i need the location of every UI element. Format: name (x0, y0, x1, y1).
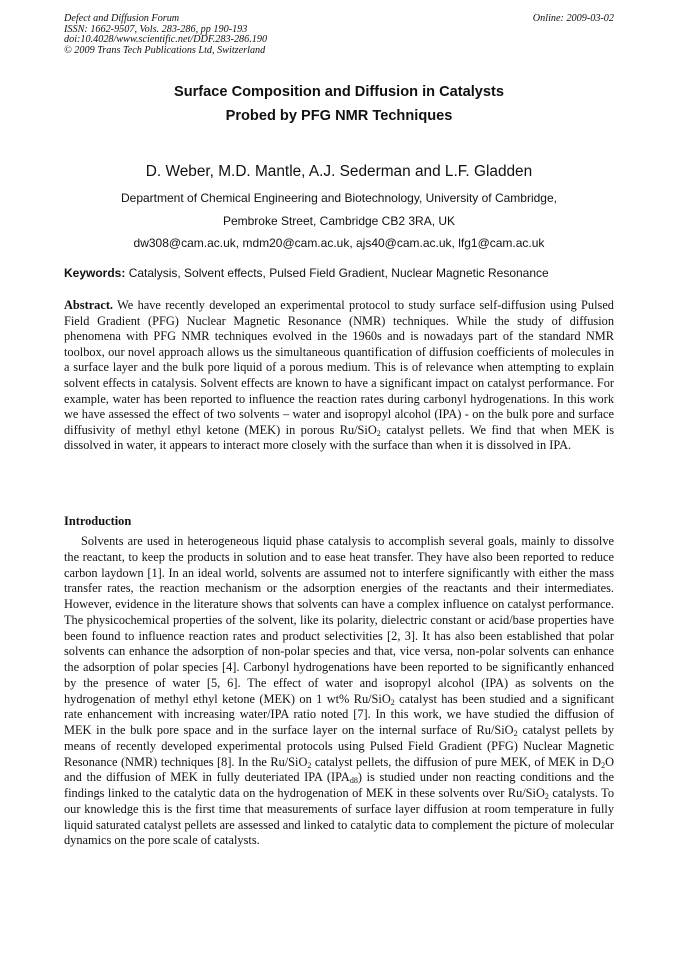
abstract-text-end: catalyst pellets. We find that when MEK is dissolved in water, it appears to interact more closely with the surface than when it is dissolved in IPA. (64, 422, 614, 453)
intro-text-6: ) is studied under non reacting conditions and the findings linked to the catalytic data on the hydrogenation of MEK in these solvents over Ru/SiO (64, 770, 614, 800)
online-date: Online: 2009-03-02 (532, 13, 614, 24)
affiliation-line-2: Pembroke Street, Cambridge CB2 3RA, UK (222, 213, 456, 228)
title-line-2: Probed by PFG NMR Techniques (225, 108, 453, 124)
subscript: 2 (513, 729, 518, 738)
issn-line: ISSN: 1662-9507, Vols. 283-286, pp 190-193 (64, 23, 248, 35)
introduction-heading: Introduction (64, 514, 132, 528)
subscript: 2 (544, 792, 549, 801)
intro-text-1: Solvents are used in heterogeneous liquid phase catalysis to accomplish several goals, mainly to dissolve the reactant, to keep the products in solution and to ease heat transfer. They have also been reported to reduce carbon laydown [1]. In an ideal world, solvents are assumed not to interfere significantly with either the mass transfer rates, the reaction mechanism or the adsorption energies of the reactants and their intermediates. However, evidence in the literature shows that solvents can have a complex influence on catalyst performance. The physicochemical properties of the solvent, like its polarity, dielectric constant or acid/base properties have been found to influence reaction rates and product selectivities [2, 3]. It has also been established that polar solvents can enhance the adsorption of non-polar species and that, vice versa, non-polar solvents can enhance the adsorption of polar species [4]. Carbonyl hydrogenations have been reported to be significantly enhanced by the presence of water [5, 6]. The effect of water and isopropyl alcohol (IPA) as solvents on the hydrogenation of methyl ethyl ketone (MEK) on 1 wt% Ru/SiO (64, 534, 614, 706)
author-list: D. Weber, M.D. Mantle, A.J. Sederman and L.F. Gladden (145, 163, 533, 180)
paper-title (64, 80, 614, 128)
journal-header (64, 14, 464, 56)
intro-text-5: O and the diffusion of MEK in fully deuteriated IPA (IPA (64, 754, 615, 785)
affiliation-line-1: Department of Chemical Engineering and Biotechnology, University of Cambridge, (120, 191, 557, 205)
keywords (64, 265, 614, 281)
journal-name: Defect and Diffusion Forum (64, 13, 180, 24)
intro-text-4: catalyst pellets, the diffusion of pure MEK, of MEK in D (311, 754, 602, 769)
doi-line: doi:10.4028/www.scientific.net/DDF.283-286.190 (64, 34, 268, 46)
intro-text-2: catalyst has been studied and a significant rate enhancement with increasing water/IPA ratio noted [7]. In this work, we have studied the diffusion of MEK in the bulk pore space and in the surface layer on the internal surface of Ru/SiO (64, 691, 615, 737)
keywords-label: Keywords: (64, 266, 126, 280)
subscript: 2 (601, 760, 606, 770)
subscript: 2 (307, 760, 312, 770)
subscript: 2 (376, 428, 381, 438)
keywords-text: Catalysis, Solvent effects, Pulsed Field Gradient, Nuclear Magnetic Resonance (128, 266, 549, 280)
copyright-line: © 2009 Trans Tech Publications Ltd, Switzerland (64, 44, 266, 56)
affiliation (64, 187, 614, 255)
intro-text-7: catalysts. To our knowledge this is the first time that measurements of surface layer diffusion at room temperature in fully liquid saturated catalyst pellets are assessed and linked to catalytic data to complement the picture of molecular dynamics on the pore scale of catalysts. (64, 786, 614, 848)
author-emails: dw308@cam.ac.uk, mdm20@cam.ac.uk, ajs40@cam.ac.uk, lfg1@cam.ac.uk (133, 236, 545, 250)
abstract-text: We have recently developed an experimental protocol to study surface self-diffusion using Pulsed Field Gradient (PFG) Nuclear Magnetic Resonance (NMR) techniques. While the study of diffusion phenomena with PFG NMR techniques evolved in the 1960s and is nowadays part of the standard NMR toolbox, our novel approach allows us the simultaneous quantification of diffusion coefficients of molecules in a surface layer and the bulk pore liquid of a porous medium. This is of relevance when attempting to explain solvent effects in catalysis. Solvent effects are known to have a significant impact on catalyst performance. For example, water has been reported to influence the reaction rates during carbonyl hydrogenations. In this work we have assessed the effect of two solvents – water and isopropyl alcohol (IPA) - on the bulk pore and surface diffusivity of methyl ethyl ketone (MEK) in porous Ru/SiO (64, 298, 614, 437)
title-line-1: Surface Composition and Diffusion in Catalysts (173, 84, 505, 100)
abstract (64, 298, 614, 454)
abstract-label: Abstract. (64, 298, 114, 312)
subscript: 2 (390, 697, 395, 707)
intro-text-3: catalyst pellets by means of recently developed experimental protocols using Pulsed Field Gradient (PFG) Nuclear Magnetic Resonance (NMR) techniques [8]. In the Ru/SiO (64, 723, 614, 769)
introduction-paragraph (64, 534, 614, 849)
subscript: d8 (349, 776, 358, 786)
